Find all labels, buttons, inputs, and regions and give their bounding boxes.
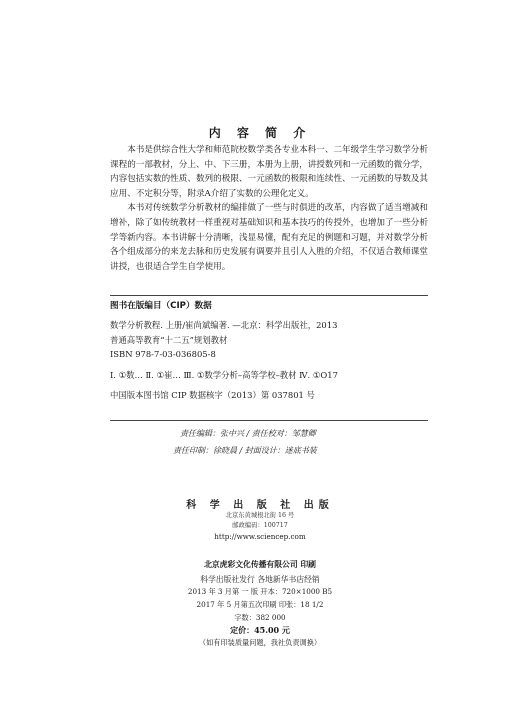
- production-credits: 责任印制：徐晓晨 / 封面设计：迷底书装: [173, 446, 317, 455]
- edition-block: [0, 586, 520, 650]
- content-summary: [110, 143, 428, 274]
- summary-paragraph-2: 本书对传统数学分析教材的编排做了一些与时俱进的改革，内容做了适当增减和增补，除了如传统教材一样重视对基础知识和基本技巧的传授外，也增加了一些分析学等新内容。本书讲解十分清晰，浅显易懂，配有充足的例题和习题，并对数学分析各个组成部分的来龙去脉和历史发展有调要并且引人入胜的介绍，不仅适合教师课堂讲授，也很适合学生自学使用。: [110, 203, 428, 272]
- cip-top-rule: [110, 295, 428, 296]
- summary-paragraph-1: 本书是供综合性大学和师范院校数学类各专业本科一、二年级学生学习数学分析课程的一部教材，分上、中、下三册，本册为上册，讲授数列和一元函数的微分学，内容包括实数的性质、数列的极限、一元函数的极限和连续性、一元函数的导数及其应用、不定积分等，附录A介绍了实数的公理化定义。: [110, 145, 428, 199]
- publisher-url: http://www.sciencep.com: [214, 532, 306, 541]
- cip-classification-line: Ⅰ. ①数… Ⅱ. ①崔… Ⅲ. ①数学分析–高等学校–教材 Ⅳ. ①O17: [110, 369, 338, 380]
- cip-record-number-line: 中国版本图书馆 CIP 数据核字（2013）第 037801 号: [110, 390, 315, 401]
- quality-note: （如有印装质量问题，我社负责调换）: [198, 638, 322, 648]
- distribution-line: 科学出版社发行 各地新华书店经销: [200, 575, 320, 584]
- publisher-block: [0, 496, 520, 541]
- cip-isbn-line: ISBN 978-7-03-036805-8: [110, 349, 216, 360]
- editor-credits: 责任编辑：张中兴 / 责任校对：邹慧卿: [180, 429, 316, 438]
- cip-series-line: 普通高等教育“十二五”规划教材: [110, 334, 228, 345]
- publisher-postcode: 邮政编码：100717: [232, 521, 288, 529]
- cip-bottom-rule: [110, 420, 428, 421]
- word-count-line: 字数：382 000: [234, 612, 286, 622]
- publisher-address: 北京东黄城根北街 16 号: [225, 512, 295, 519]
- cip-data-block: [110, 318, 430, 403]
- cip-title-line: 数学分析教程. 上册/崔尚斌编著. —北京：科学出版社，2013: [110, 320, 338, 330]
- page-title: 内 容 简 介: [208, 126, 312, 140]
- printer-name: 北京虎彩文化传播有限公司 印刷: [204, 560, 316, 569]
- edition-printing-line: 2017 年 5 月第五次印刷 印张：18 1/2: [196, 599, 324, 609]
- printer-block: [0, 557, 520, 587]
- publisher-name: 科 学 出 版 社 出版: [186, 500, 334, 511]
- edition-first-line: 2013 年 3 月第 一 版 开本：720×1000 B5: [187, 587, 333, 596]
- cip-heading: 图书在版编目（CIP）数据: [110, 301, 212, 311]
- price-line: 定价：45.00 元: [230, 625, 290, 636]
